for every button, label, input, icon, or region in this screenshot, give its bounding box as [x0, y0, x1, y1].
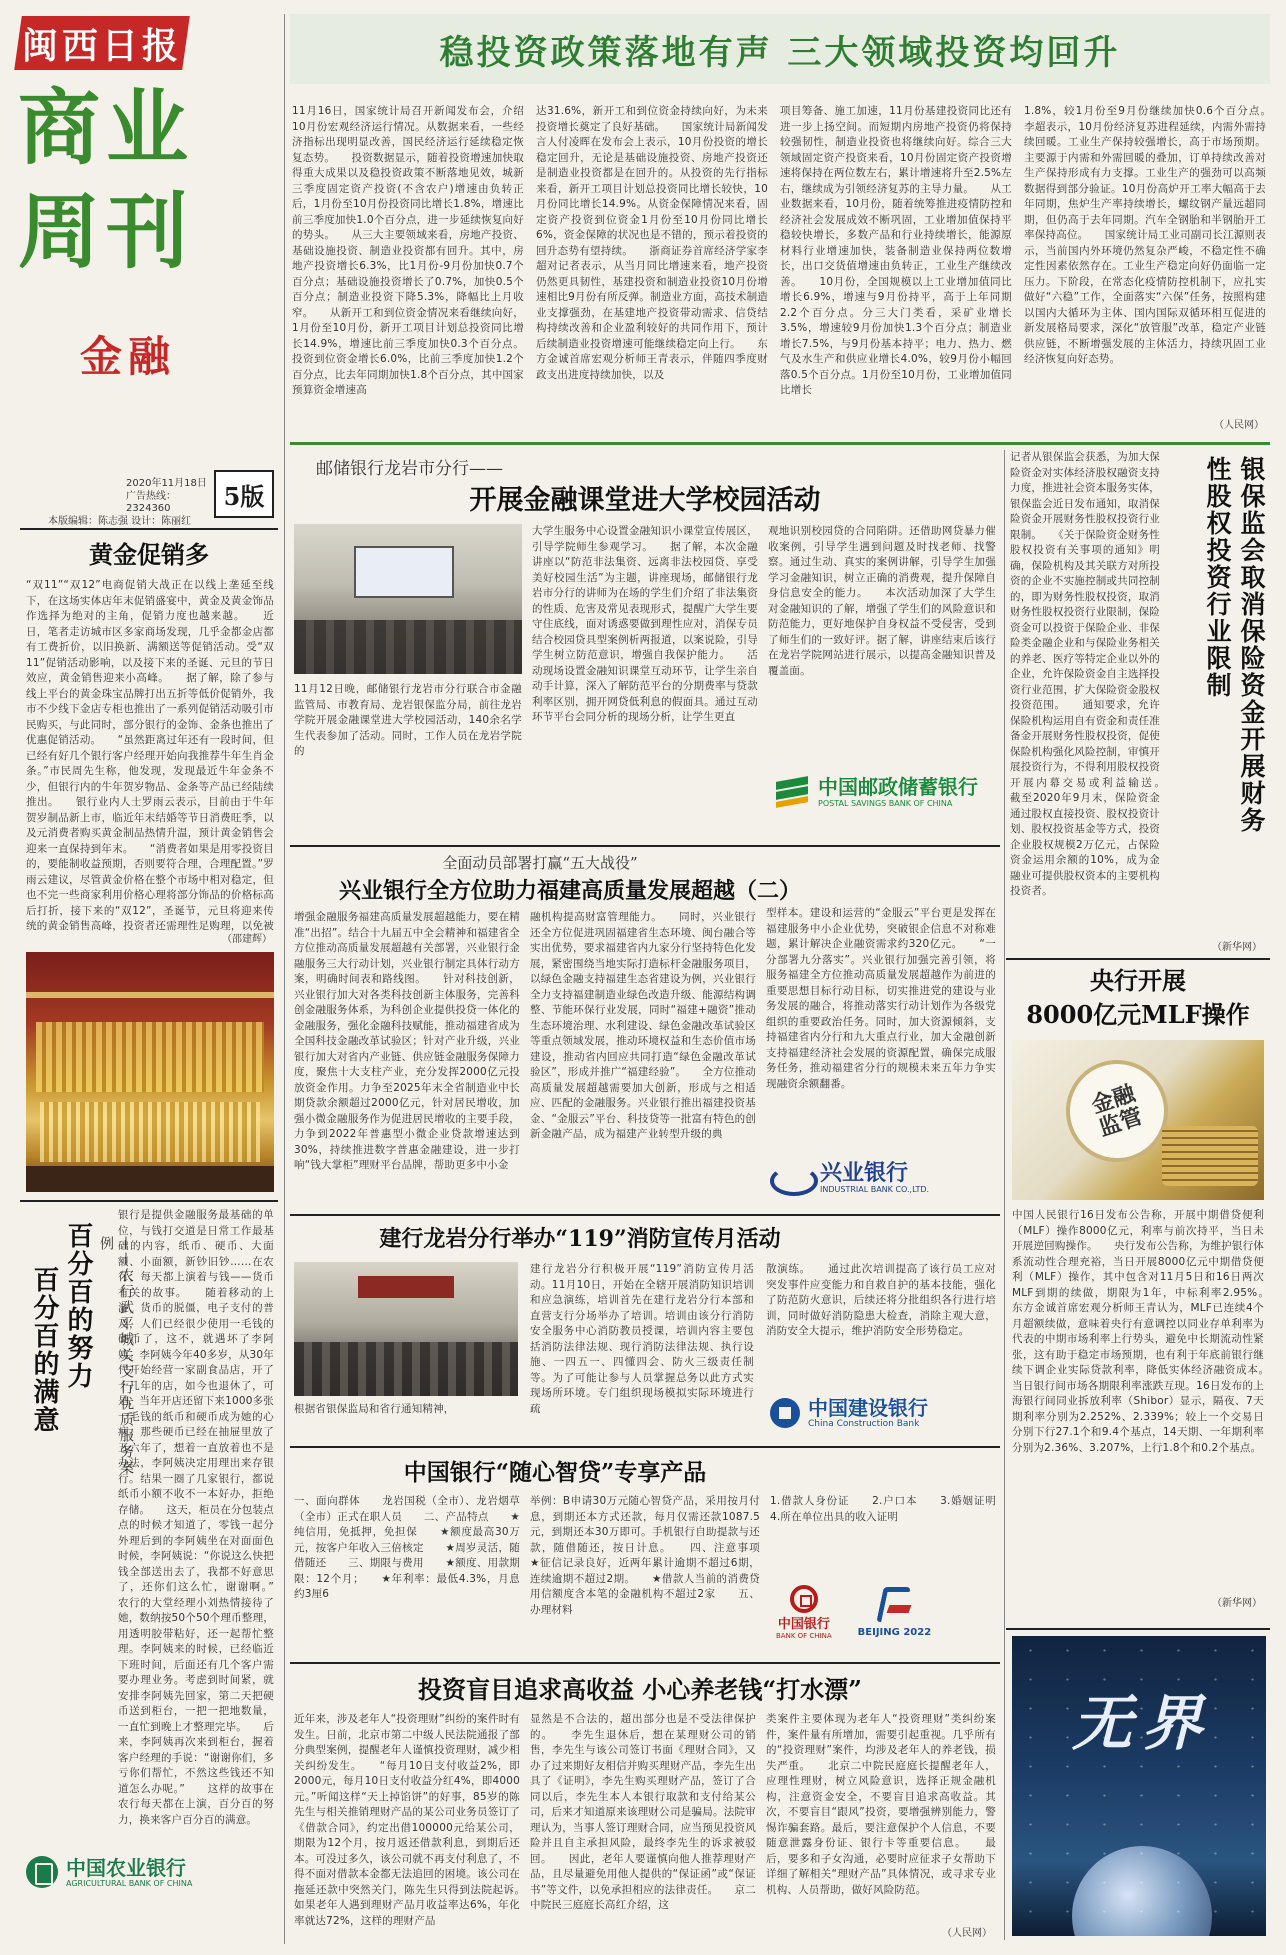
boc-title: 中国银行“随心智贷”专享产品: [403, 1459, 707, 1486]
postal-logo: [774, 766, 996, 816]
postal-col-2: 大学生服务中心设置金融知识小课堂宣传展区，引导学院师生参观学习。 据了解，本次金融讲座以“防范非法集资、远离非法校园贷、享受美好校园生活”为主题，讲座现场，邮储银行龙岩市分行的讲师为在场的学生们介绍了非法集资的性质、危害及常见表现形式，提醒广大学生要守住底线，面对诱惑要做到理性应对，消保专员结合校园贷具型案例析两报道，以案说险，引导学生树立防范意识，增强自我保护能力。 活动现场设置金融知识课堂互动环节，让学生亲自动手计算，深入了解防范平台的分期费率与贷款利率区别，拥开网贷低利息的假面具。通过互动环节平台会同分析的现场分析，让学生更直: [532, 525, 758, 723]
lead-col-4: 1.8%，较1月份至9月份继续加快0.6个百分点。 李超表示，10月份经济复苏进程延续，内需外需持续回暖。工业生产保持较强增长，高于市场预期。主要源于内需和外需回暖的叠加，订单持续改善对生产保持形成有力支撑。工业生产的强劲可以高频数据得到部分验证。10月份高炉开工率大幅高于去年同期，焦炉生产率持续增长，螺纹钢产量远超同期，但仍高于去年同期。汽车全钢胎和半钢胎开工率保持高位。 国家统计局工业司副司长江源则表示，当前国内外环境仍然复杂严峻，不稳定性不确定性因素依然存在。工业生产稳定向好仍面临一定压力。下阶段，在常态化疫情防控机制下，应扎实做好“六稳”工作，全面落实“六保”任务，按照构建以国内大循环为主体、国内国际双循环相互促进的新发展格局要求，深化“放管服”改革，稳定产业链供应链，不断增强发展的主体活力，持续巩固工业经济恢复向好态势。: [1024, 105, 1266, 365]
cbirc-title: 银保监会取消保险资金开展财务性股权投资行业限制: [1203, 456, 1266, 834]
lead-story: [290, 14, 1270, 434]
abc-story-title-1: 百分百的努力: [63, 1222, 93, 1390]
abc-story-subtitle: ——农行武平城关支行优质服务案例: [98, 1236, 134, 1476]
editors: 本版编辑：陈志强 设计：陈丽红: [48, 515, 192, 527]
divider: [20, 528, 278, 530]
abc-story: [20, 1206, 278, 1898]
boc-logo: [776, 1572, 996, 1652]
cib-kicker: 全面动员部署打赢“五大战役”: [442, 854, 638, 872]
section-name: 金融: [80, 332, 177, 381]
cib-logo-icon: [770, 1162, 814, 1192]
cbirc-source: （新华网）: [1212, 942, 1262, 953]
postal-article: [290, 450, 1000, 845]
divider: [290, 1662, 1000, 1664]
cib-article: [290, 850, 1000, 1212]
ccb-logo-icon: [770, 1398, 800, 1428]
cib-col-3: 型样本。建设和运营的“金服云”平台更是发挥在福建服务中小企业优势，突破银企信息不对称难题，累计解决企业融资需求约320亿元。 “一分部署九分落实”。兴业银行加强完善引领，将服务福建全方位推动高质量发展超越作为前进的重要思想目标行动目标，切实推进党的建设与业务发展的融合，将推动落实行动计划作为各级党组织的重要政治任务。同时，加大资源倾斜，支持福建省内分行和九大重点行业，加大金融创新支持福建经济社会发展的资源配置，确保完成服务任务，推动福建省分行的规模未来五年力争实现融资余额翻番。: [766, 907, 996, 1090]
abc-story-body: 银行是提供金融服务最基础的单位，与钱打交道是日常工作最基础的内容，纸币、硬币、大面额、小面额，新钞旧钞……在农行，每天都上演着与钱——货币有关的故事。 随着移动的上游，货币的脱僵，电子支付的普及，人们已经很少使用一毛钱的硬币了，这不，就遇坏了李阿姨。李阿姨今年40多岁，从30年代开始经营一家副食品店，开了十几年的店，如今也退休了，可是，当年开店还留下来1000多张一毛钱的纸币和硬币成为她的心病。那些硬币已经在抽屉里放了五六年了，想着一直放着也不是办法，李阿姨决定用理出来存银行。结果一圈了几家银行，都说纸币小额不收不一本好办，拒绝存储。 这天，柜员在分包装点点的时候才知道了，零钱一起分外理后到的李阿姨坐在对面面色时候，李阿姨说：“你说这么快把钱全部送出去了，我都不好意思了，还你们这么忙，谢谢啊。” 农行的大堂经理小刘热情接待了她，数纳按50个50个理币整理，用透明胶带粘好，还一起帮忙整理。李阿姨来的时候，已经临近下班时间，后面还有几个客户需要办理业务。考虑到时间紧，就安排李阿姨先回家，第二天把硬币送到柜台，一把一把地数量，一直忙到晚上才整理完毕。 后来，李阿姨再次来到柜台，握着客户经理的手说：“谢谢你们，多亏你们帮忙，不然这些钱还不知道怎么办呢。” 这样的故事在农行每天都在上演，百分百的努力，换来客户百分百的满意。: [118, 1209, 274, 1826]
masthead: [16, 16, 216, 421]
postal-title: 开展金融课堂进大学校园活动: [469, 485, 821, 516]
supplement-title-2: 周刊: [18, 184, 195, 280]
ccb-logo: [770, 1390, 996, 1436]
paper-name-logo: [14, 16, 190, 70]
cbirc-body: 记者从银保监会获悉，为加大保险资金对实体经济股权融资支持力度，推进社会资本服务实体，银保监会近日发布通知，取消保险资金开展财务性股权投资行业限制。 《关于保险资金财务性股权投资有关事项的通知》明确，保险机构及其关联方对所投资的企业不实施控制或共同控制的，即为财务性股权投资，取消财务性股权投资行业限制，保险资金可以投资于保险企业、非保险类金融企业和与保险业务相关的养老、医疗等特定企业以外的企业，允许保险资金自主选择投资行业范围，扩大保险资金股权投资范围。 通知要求，允许保险机构运用自有资金和责任准备金开展财务性股权投资，促使保险机构强化风险控制，审慎开展投资行为，不得利用股权投资开展内幕交易或利益输送。 截至2020年9月末，保险资金通过股权直接投资、股权投资计划、股权投资基金等方式，投资企业股权规模2万亿元，占保险资金运用余额的10%，成为金融业可提供股权资本的主要机构投资者。: [1010, 451, 1160, 897]
lead-title-bar: [290, 14, 1270, 84]
gold-source: （邵建辉）: [222, 934, 272, 945]
ad-stars: [1012, 1636, 1266, 1936]
divider: [290, 845, 1000, 847]
divider: [290, 442, 1270, 445]
mlf-source: （新华网）: [1212, 1598, 1262, 1609]
postal-logo-icon: [774, 773, 810, 809]
boc-col-2: 举例：B申请30万元随心智贷产品，采用按月付息，到期还本方式还款，每月仅需还款1087.5元，到期还本30万即可。手机银行自助提款与还款，随借随还，按日计息。 四、注意事项 ★征信记录良好，近两年累计逾期不超过6期，连续逾期不超过2期。 ★借款人当前的消费贷用信额度含本笔的金融机构不超过2家 五、办理材料: [530, 1495, 760, 1616]
cib-logo: [770, 1152, 996, 1202]
abc-logo-cn: 中国农业银行: [66, 1855, 186, 1880]
gold-coins-photo: [1012, 1040, 1264, 1200]
ccb-logo-en: China Construction Bank: [808, 1419, 920, 1429]
gold-jewelry-photo: [26, 952, 274, 1192]
divider: [1006, 1628, 1270, 1630]
lead-source: （人民网）: [1214, 420, 1264, 431]
cbirc-article: [1006, 450, 1270, 960]
pension-col-3: 类案件主要体现为老年人“投资理财”类纠纷案件，案件量有所增加，需要引起重视。几乎所有的“投资理财”案件，均涉及老年人的养老钱，损失严重。 北京二中院民庭庭长提醒老年人，应理性理财，树立风险意识，选择正规金融机构，注意资金安全，不要盲目追求高收益。其次，不要盲目“跟风”投资，要增强辨别能力，警惕诈骗套路。最后，要注意保护个人信息，不要随意泄露身份证、银行卡等重要信息。 最后，要多和子女沟通，必要时应征求子女帮助下详细了解相关“理财产品”具体情况，或寻求专业机构、人员帮助，做好风险防范。: [766, 1713, 996, 1896]
ad-title: 无界: [1072, 1689, 1212, 1759]
cib-title: 兴业银行全方位助力福建高质量发展超越（二）: [338, 878, 801, 904]
supplement-title-1: 商业: [18, 80, 195, 176]
pension-col-1: 近年来，涉及老年人“投资理财”纠纷的案件时有发生。日前，北京市第二中级人民法院通报了部分典型案例，提醒老年人谨慎投资理财，减少相关纠纷发生。 “每月10日支付收益2%，即2000元，每月10日支付收益分红4%，即4000元。”听闻这样“天上掉馅饼”的好事，85岁的陈先生与相关推销理财产品的某公司业务员签订了《借款合同》，约定出借100000元给某公司，期限为12个月，按月返还借款利息，到期后还本。可没过多久，该公司就不再支付利息了，不得不面对借款本金都无法追回的困境。该公司在拖延还款中突然关门，陈先生只得到法院起诉。 如果老年人遇到理财产品月收益率达6%，年化率就达72%，这样的理财产品: [294, 1713, 520, 1927]
fire-training-photo: [294, 1262, 518, 1396]
postal-caption: 11月12日晚，邮储银行龙岩市分行联合市金融监管局、市教育局、龙岩银保监分局，前往龙岩学院开展金融课堂进大学校园活动，140余名学生代表参加了活动。同时，工作人员在龙岩学院的: [294, 683, 522, 757]
column-separator: [1004, 450, 1005, 1940]
mlf-title-2: 8000亿元MLF操作: [1026, 1000, 1250, 1029]
mlf-article: [1006, 964, 1270, 1624]
divider: [20, 1200, 278, 1202]
boc-logo-en: BANK OF CHINA: [776, 1631, 832, 1640]
postal-kicker: 邮储银行龙岩市分行——: [316, 459, 503, 479]
pension-article: [290, 1666, 1000, 1940]
pension-col-2: 显然是不合法的，超出部分也是不受法律保护的。 李先生退休后，想在某理财公司的销售，李先生与该公司签订书面《理财合同》，又办了过来期好友相信并购买理财产品，李先生出具了《证明》，李先生购买理财产品，签订了合同以后，李先生本人本银行取款和支付给某公司，后来才知道原来该理财公司是骗局。法院审理认为，当事人签订理财合同，应当预见投资风险并且自主承担风险，最终李先生的诉求被驳回。 因此，老年人要谨慎向他人推荐理财产品，且尽量避免用他人提供的“保证函”或“保证书”等文件，以免承担相应的法律责任。 京二中院民三庭庭长高红介绍，这: [530, 1713, 756, 1911]
ccb-col-2: 建行龙岩分行积极开展“119”消防宣传月活动。11月10日，开始在全辖开展消防知识培训和应急演练，培训首先在建行龙岩分行本部和直营支行分场举办了培训。培训由该分行消防安全服务中心消防教员授课，培训内容主要包括消防法律法规、现行消防法律法规、执行设施、一四五一、四懂四会、防火三级责任制等。为了可能让参与人员掌握总务以此方式实现场所环境。专门组织现场模拟实际环境进行疏: [530, 1263, 754, 1415]
cib-logo-en: INDUSTRIAL BANK CO.,LTD.: [820, 1184, 930, 1194]
mlf-title-1: 央行开展: [1090, 966, 1186, 995]
postal-logo-cn: 中国邮政储蓄银行: [818, 774, 978, 799]
lecture-hall-photo: [294, 524, 522, 674]
boc-logo-icon: [790, 1585, 818, 1613]
postal-logo-en: POSTAL SAVINGS BANK OF CHINA: [818, 798, 953, 808]
page-number: [214, 470, 274, 518]
abc-logo-icon: [26, 1856, 58, 1888]
abc-logo-en: AGRICULTURAL BANK OF CHINA: [66, 1878, 193, 1888]
winter-olympics-emblem: [872, 1587, 916, 1627]
cib-col-2: 融机构提高财富管理能力。 同时，兴业银行还全方位促进巩固福建省生态环境、闽台融合等实出优势，要求福建省内九家分行坚持特色化发展，紧密围绕当地实际打造标杆金融服务项目，以绿色金融支持福建生态省建设为例，兴业银行全力支持福建制造业绿色改造升级、能源结构调整、节能环保行业发展，同时“福建+融资”推动生态环境治理、水利建设、绿色金融改革试验区等重点领域发展，推动环境权益和生态价值市场建设，推动省内回应共同打造“绿色金融改革试验区”，形成并推广“福建经验”。 全方位推动高质量发展超越需要加大创新，形成与之相适应、匹配的金融服务。兴业银行推出福建投资基金、“金服云”平台、科技贷等一批富有特色的创新金融产品，成为福建产业转型升级的典: [530, 911, 756, 1140]
divider: [290, 1214, 1000, 1216]
lead-col-3: 项目筹备、施工加速，11月份基建投资同比还有进一步上扬空间。而短期内房地产投资仍将保持较强韧性，制造业投资也将继续向好。综合三大领域固定资产投资来看，10月份固定资产投资增速将保持在两位数左右，累计增速将升至2.5%左右，继续成为引领经济复苏的主导力量。 从工业数据来看，10月份，随着统筹推进疫情防控和经济社会发展成效不断巩固，工业增加值保持平稳较快增长，多数产品和行业持续增长，能源原材料行业增速加快，装备制造业保持两位数增长，出口交货值增速由负转正，工业生产继续改善。 10月份，全国规模以上工业增加值同比增长6.9%，增速与9月份持平，高于上年同期2.2个百分点。分三大门类看，采矿业增长3.5%，增速较9月份加快1.3个百分点；制造业增长7.5%，与9月份基本持平；电力、热力、燃气及水生产和供应业增长4.0%，较9月份小幅回落0.5个百分点。1月份至10月份，工业增加值同比增长: [780, 105, 1012, 396]
lead-col-1: 11月16日，国家统计局召开新闻发布会，介绍10月份宏观经济运行情况。从数据来看，一些经济指标出现明显改善，国民经济运行延续稳定恢复态势。 投资数据显示，随着投资增速加快取得重大成果以及稳投资政策不断落地见效，城新三季度固定资产投资(不含农户)增速由负转正后，1月份至10月份投资同比增长1.8%，增速比前三季度加快1.0个百分点，进一步延续恢复向好的势头。 从三大主要领域来看，房地产投资、基础设施投资、制造业投资都有回升。其中，房地产投资增长6.3%，比1月份-9月份加快0.7个百分点；基础设施投资增长了0.7%，加快0.5个百分点；制造业投资下降5.3%，降幅比上月收窄。 从新开工和到位资金情况来看继续向好，1月份至10月份，新开工项目计划总投资同比增长14.9%，增速比前三季度加快0.3个百分点。投资到位资金增长6.0%，比前三季度加快1.2个百分点，比去年同期加快1.8个百分点，其中国家预算资金增速高: [292, 105, 524, 396]
boc-logo-cn: 中国银行: [777, 1616, 830, 1632]
ccb-caption: 根据省银保监局和省行通知精神，: [294, 1403, 455, 1415]
ccb-logo-cn: 中国建设银行: [808, 1396, 928, 1420]
lead-col-2: 达31.6%，新开工和到位资金持续向好，为未来投资增长奠定了良好基础。 国家统计局新闻发言人付凌晖在发布会上表示，10月份投资的增长稳定回升，无论是基础设施投资、房地产投资还是制造业投资都是在回升的。从投资的先行指标来看，新开工项目计划总投资同比增长较快，10月份同比增长14.9%。从资金保障情况来看，固定资产投资到位资金1月份至10月份同比增长6%，资金保障的状况也是不错的，预示着投资的回升态势有望持续。 浙商证券首席经济学家李超对记者表示，从当月同比增速来看，地产投资仍然更具韧性，基建投资和制造业投资10月份增速相比9月份有所反弹。制造业方面，高技术制造业支撑强劲，在基建地产投资带动需求、信贷结构持续改善和企业盈利较好的共同作用下，预计后续制造业投资增速可能继续稳定向上行。 东方金诚首席宏观分析师王青表示，伴随四季度财政支出进度持续加快，以及: [536, 105, 768, 381]
postal-col-3: 观地识别校园贷的合同陷阱。还借助网贷暴力催收案例，引导学生遇到问题及时找老师、找警察。通过生动、真实的案例讲解，引导学生加强学习金融知识，树立正确的消费观，提升保障自身信息安全的能力。 本次活动加深了大学生对金融知识的了解，增强了学生们的风险意识和防范能力，更好地保护自身权益不受侵害，受到了师生们的一致好评。据了解，讲座结束后该行在龙岩学院网站进行展示，以提高金融知识普及覆盖面。: [768, 525, 996, 677]
gold-article: [20, 532, 278, 1200]
advertisement: [1012, 1636, 1266, 1936]
pension-source: （人民网）: [942, 1928, 992, 1939]
ccb-title: 建行龙岩分行举办“119”消防宣传月活动: [379, 1226, 781, 1252]
gold-title: 黄金促销多: [89, 540, 209, 569]
divider: [290, 1446, 1000, 1448]
issue-date: 2020年11月18日: [126, 478, 207, 489]
finance-regulation-label: 金融监管: [1088, 1080, 1146, 1142]
boc-article: [290, 1450, 1000, 1660]
boc-col-1: 一、面向群体 龙岩国税（全市）、龙岩烟草（全市）正式在职人员 二、产品特点 ★纯信用，免抵押，免担保 ★额度最高30万元，按客户年收入三倍核定 ★周岁灵活，随借随还 三、期限与费用 ★额度、用款期限：12个月； ★年利率：最低4.3%，月息约3厘6: [294, 1495, 520, 1600]
abc-logo: [26, 1852, 274, 1892]
lead-title: 稳投资政策落地有声 三大领域投资均回升: [439, 32, 1121, 73]
cib-logo-cn: 兴业银行: [820, 1159, 909, 1186]
abc-story-title-2: 百分百的满意: [29, 1266, 59, 1434]
paper-name: 闽西日报: [21, 24, 182, 67]
olympics-label: BEIJING 2022: [857, 1626, 932, 1638]
boc-col-3: 1.借款人身份证 2.户口本 3.婚姻证明 4.所在单位出具的收入证明: [770, 1495, 996, 1523]
cib-col-1: 增强金融服务福建高质量发展超越能力，要在精准“出招”。结合十九届五中全会精神和福建省全方位推动高质量发展超越有关部署，兴业银行金融服务三大行动计划，兴业银行制定具体行动方案，明确时间表和路线图。 针对科技创新，兴业银行加大对各类科技创新主体服务，完善科创金融服务体系，为科创企业提供投贷一体化的金融服务，强化金融科技赋能，推动福建省成为全国科技金融改革试验区；针对产业升级，兴业银行加大对省内产业链、供应链金融服务保障力度，聚焦十大支柱产业，充分发挥2000亿元投放资金作用。力争至2025年末全省制造业中长期贷款余额超过2000亿元，针对居民增收，加强小微金融服务作为促进居民增收的主要手段，力争到2022年普惠型小微企业贷款增速达到30%，持续推进数字普惠金融建设，进一步打响“钱大掌柜”理财平台品牌，帮助更多中小金: [294, 911, 520, 1171]
ad-hotline: 广告热线：2324360: [126, 490, 176, 514]
ccb-col-3: 散演练。 通过此次培训提高了该行员工应对突发事件应变能力和自救自护的基本技能，强化了防范防火意识，后续还将分批组织各行进行培训，同时做好消防隐患大检查，消除主观大意，消防安全大提示，维护消防安全形势稳定。: [766, 1263, 996, 1337]
divider: [1006, 958, 1270, 960]
mlf-body: 中国人民银行16日发布公告称，开展中期借贷便利（MLF）操作8000亿元，利率与前次持平，当日未开展逆回购操作。 央行发布公告称，为维护银行体系流动性合理充裕，当日开展8000亿元中期借贷便利（MLF）操作，其中包含对11月5日和16日两次MLF到期的续做，期限为1年，中标利率2.95%。 东方金诚首席宏观分析师王青认为，MLF已连续4个月超额续做，意味着央行有意调控以同业存单利率为代表的中期市场利率上行势头，避免中长期流动性紧张，这有助于稳定市场预期，也有利于年底前银行继续下调企业实际贷款利率，降低实体经济融资成本。 当日银行间市场各期限利率涨跌互现。16日发布的上海银行间同业拆放利率（Shibor）显示，隔夜、7天期利率分别为2.252%、2.339%；较上一个交易日分别下行27.1个和9.4个基点，14天期、一年期利率分别为2.36%、3.207%，上行1.8个和0.2个基点。: [1012, 1209, 1264, 1454]
page-number-label: 5版: [223, 481, 265, 511]
ccb-article: [290, 1218, 1000, 1444]
dateline: [48, 478, 220, 528]
gold-body: “双11”“双12”电商促销大战正在以线上垄延至线下，在这场实体店年末促销盛宴中，黄金及黄金饰品作选择为绝对的主角，促销力度也越来越。 近日，笔者走访城市区多家商场发现，几乎金都金店都有工费折价，以旧换新、满额送等促销活动。受“双11”促销活动影响，以及接下来的圣诞、元旦的节日效应，黄金销售迎来小高峰。 据了解，除了参与线上平台的黄金珠宝品牌打出五折等低价促销外，我市不少线下金店专柜也推出了一系列促销活动吸引市民购买，与此同时，部分银行的金饰、金条也推出了优惠促销活动。 “虽然距离过年还有一段时间，但已经有好几个银行客户经理开始向我推荐牛年生肖金条。”市民周先生称，他发现，发现最近牛年金条不少，但银行内的牛年贺岁物品、金条等产品已经陆续推出。 银行业内人士罗雨云表示，目前由于牛年贺岁制品新上市，临近年末结婚等节日消费旺季，以及元消费者购买黄金制品热情升温，预计黄金销售会迎来一直保持到年末。 “消费者如果是用零投资目的，要能制收益预期，否则要符合理，合理配置。”罗雨云建议，尽管黄金价格在整个市场中相对稳定，但也不完一些商家利用价格心理将部分饰品的价格标高后打折，接下来的“双12”，圣诞节，元旦将迎来传统的黄金销售高峰，投资者还需理性足购理，以免被: [26, 579, 274, 932]
column-separator: [284, 14, 285, 1944]
pension-title: 投资盲目追求高收益 小心养老钱“打水漂”: [418, 1675, 862, 1704]
